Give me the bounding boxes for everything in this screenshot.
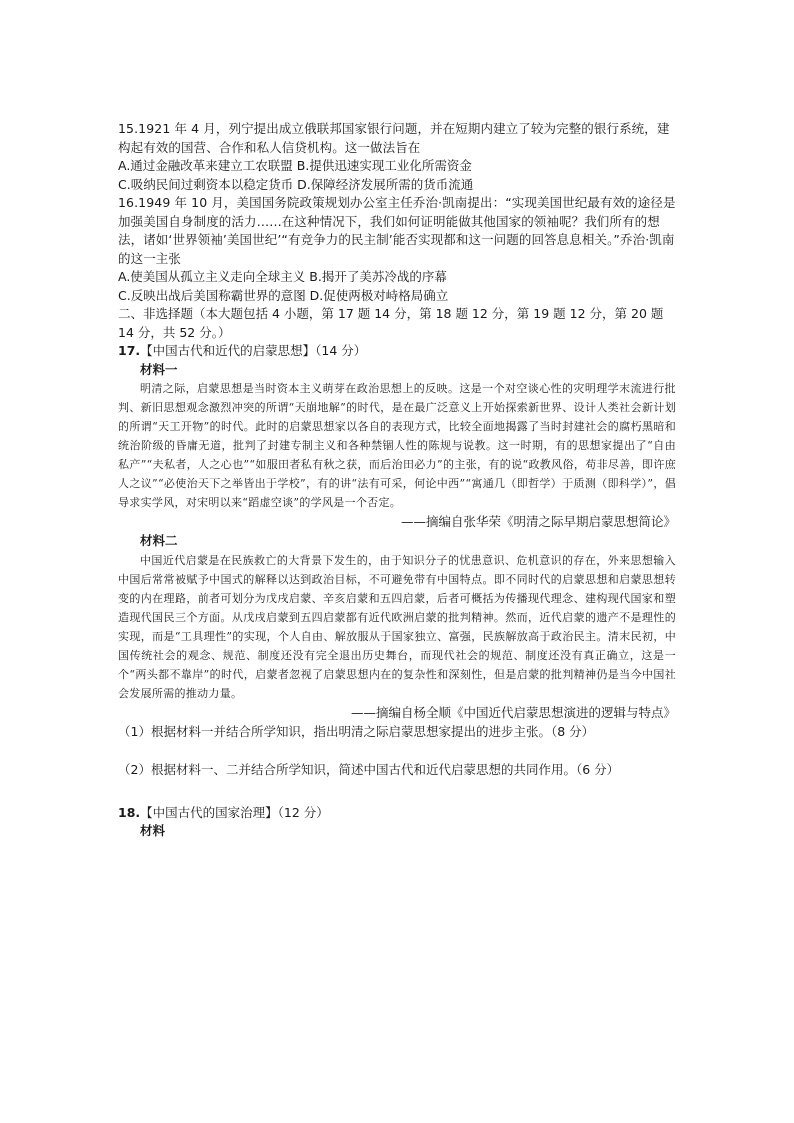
answer-space-1 — [118, 741, 676, 761]
q18-number: 18. — [118, 804, 141, 820]
q18-title: 【中国古代的国家治理】（12 分） — [140, 804, 329, 820]
q16-stem: 16.1949 年 10 月，美国国务院政策规划办公室主任乔治·凯南提出：“实现美国世纪最有效的途径是加强美国自身制度的活力……在这种情况下，我们如何证明能做其他国家的领袖呢？我们所有的想法，诸如‘世界领袖’美国世纪’“有竞争力的民主制’能否实现都和这一问题的回答息息相关。”乔治·凯南的这一主张 — [118, 195, 676, 266]
answer-space-2 — [118, 780, 676, 804]
exam-content — [118, 120, 676, 841]
q17-material2-title: 材料二 — [140, 533, 178, 548]
q17-number: 17. — [118, 343, 141, 358]
q17-subquestion-1: （1）根据材料一并结合所学知识，指出明清之际启蒙思想家提出的进步主张。（8 分） — [118, 723, 595, 739]
q17-material1-source: ——摘编自张华荣《明清之际早期启蒙思想简论》 — [400, 514, 676, 529]
q17-title: 【中国古代和近代的启蒙思想】（14 分） — [140, 343, 367, 358]
q15-options-cd: C.吸纳民间过剩资本以稳定货币 D.保障经济发展所需的货币流通 — [118, 176, 474, 192]
q18-heading — [118, 804, 676, 823]
q17-material2-text: 中国近代启蒙是在民族救亡的大背景下发生的，由于知识分子的忧患意识、危机意识的存在，外来思想输入中国后常常被赋予中国式的解释以达到政治目标，不可避免带有中国特点。即不同时代的启蒙思想和启蒙思想转变的内在理路，前者可划分为戊戌启蒙、辛亥启蒙和五四启蒙，后者可概括为传播现代理念、建构现代国家和塑造现代国民三个方面。从戊戌启蒙到五四启蒙都有近代欧洲启蒙的批判精神。然而，近代启蒙的遗产不是理性的实现，而是“工具理性”的实现，个人自由、解放服从于国家独立、富强，民族解放高于政治民主。清末民初，中国传统社会的观念、规范、制度还没有完全退出历史舞台，而现代社会的规范、制度还没有真正确立，这是一个“两头都不靠岸”的时代，启蒙者忽视了启蒙思想内在的复杂性和深刻性，但是启蒙的批判精神仍是当今中国社会发展所需的推动力量。 — [118, 553, 676, 700]
q15-stem: 15.1921 年 4 月，列宁提出成立俄联邦国家银行问题，并在短期内建立了较为完整的银行系统，建构起有效的国营、合作和私人信贷机构。这一做法旨在 — [118, 121, 670, 155]
q18-material-title: 材料 — [140, 823, 166, 838]
q17-heading — [118, 342, 676, 361]
q17-material1-title: 材料一 — [140, 361, 178, 377]
q17-material2-source: ——摘编自杨全顺《中国近代启蒙思想演进的逻辑与特点》 — [350, 704, 676, 720]
q16-options-cd: C.反映出战后美国称霸世界的意图 D.促使两极对峙格局确立 — [118, 287, 449, 303]
q17-material1-text: 明清之际，启蒙思想是当时资本主义萌芽在政治思想上的反映。这是一个对空谈心性的灾明理学末流进行批判、新旧思想观念激烈冲突的所谓“天崩地解”的时代，是在最广泛意义上开始探索新世界、设计人类社会新计划的所谓“天工开物”的时代。此时的启蒙思想家以各自的表现方式，比较全面地揭露了当时封建社会的腐朽黑暗和统治阶级的昏庸无道，批判了封建专制主义和各种禁锢人性的陈规与说教。这一时期，有的思想家提出了“自由私产”“夫私者，人之心也”“如服田者私有秋之获，而后治田必力”的主张，有的说“政教风俗，苟非尽善，即许庶人之议”“必使治天下之举皆出于学校”，有的讲“法有可采，何论中西”“寓通几（即哲学）于质测（即科学）”，倡导求实学风，对宋明以来“蹈虚空谈”的学风是一个否定。 — [118, 382, 676, 509]
q16-options-ab: A.使美国从孤立主义走向全球主义 B.揭开了美苏冷战的序幕 — [118, 269, 447, 284]
q15-options-ab: A.通过金融改革来建立工农联盟 B.提供迅速实现工业化所需资金 — [118, 158, 472, 173]
q17-subquestion-2: （2）根据材料一、二并结合所学知识，简述中国古代和近代启蒙思想的共同作用。（6 分） — [118, 762, 620, 777]
section-heading: 二、非选择题（本大题包括 4 小题，第 17 题 14 分，第 18 题 12 分，第 19 题 12 分，第 20 题 14 分，共 52 分。） — [118, 306, 664, 340]
